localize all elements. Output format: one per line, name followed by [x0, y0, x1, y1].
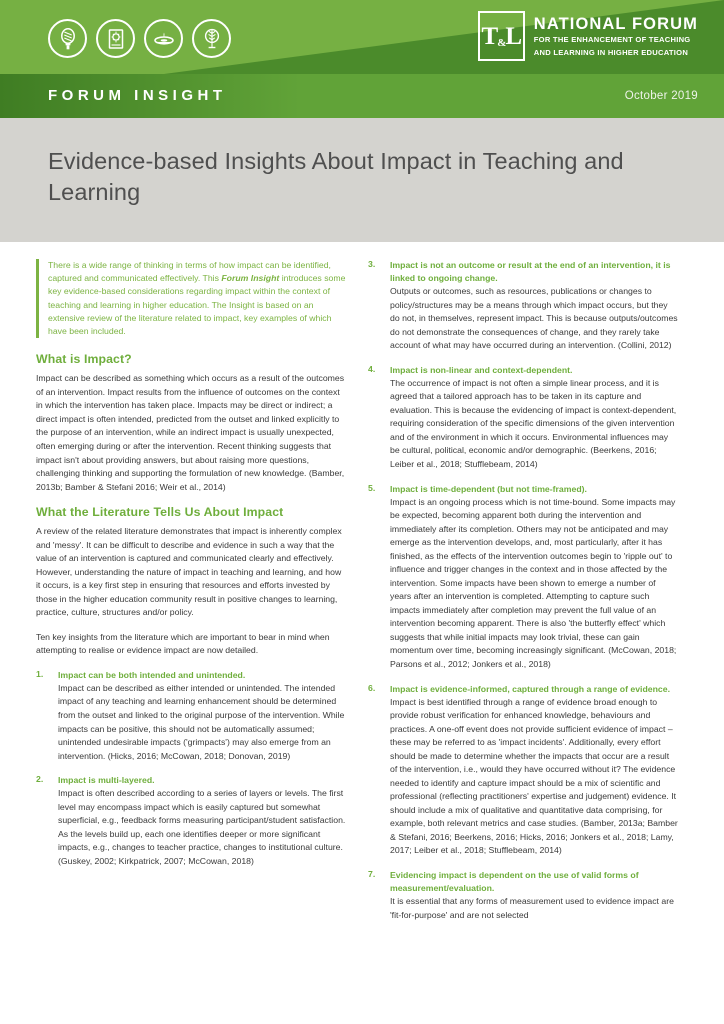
intro-emphasis: Forum Insight	[221, 273, 280, 284]
insights-list-right	[368, 259, 678, 922]
insight-bar	[0, 74, 724, 118]
lightbulb-icon	[48, 19, 87, 58]
list-item-detail: Impact is best identified through a range of evidence broad enough to provide robust verification for enhanced knowledge, behaviours and practices. A one-off event does not provide sufficient evidence of impact – these may be referred to as 'impact incidents'. Additionally, every effort should be made to determine whether the impacts that occur are a result of the intervention, i.e., would they have occurred without it? The evidence needed to identify and capture impact should be a mix of scientific and professional (reflecting practitioners' expertise and judgement) evidence. It should include a mix of qualitative and quantitative data comprising, for example, both relevant metrics and case studies. (Bamber, 2013a; Bamber & Stefani, 2016; Beerkens, 2016; Hicks, 2016; Jonkers et al., 2018; Lamy, 2017; Leiber et al., 2018; Stufflebeam, 2014)	[390, 696, 678, 856]
list-item-number: 6.	[368, 682, 376, 693]
tl-monogram-text: $T_{\&}L$	[481, 22, 522, 50]
right-column	[368, 259, 678, 933]
list-item-number: 5.	[368, 482, 376, 493]
list-item	[368, 869, 678, 922]
book-lightbulb-icon	[96, 19, 135, 58]
list-item	[368, 483, 678, 672]
tree-icon	[192, 19, 231, 58]
insights-list-left	[36, 669, 346, 868]
list-item-lead: Impact is evidence-informed, captured through a range of evidence.	[390, 683, 670, 694]
brand-title: NATIONAL FORUM	[533, 15, 698, 34]
list-item-detail: Impact is often described according to a series of layers or levels. The first level may encompass impact which is easily captured but somewhat superficial, e.g., feedback forms measuring participant/student satisfaction. As the levels build up, each one identifies deeper or more significant impacts, e.g., changes to teacher practice, changes to institutional culture. (Guskey, 2002; Kirkpatrick, 2007; McCowan, 2018)	[58, 788, 346, 866]
list-item-detail: It is essential that any forms of measurement used to evidence impact are 'fit-for-purpose' and are not selected	[390, 896, 674, 920]
masthead	[0, 0, 724, 74]
list-item-lead: Impact can be both intended and unintended.	[58, 669, 246, 680]
list-item	[368, 364, 678, 472]
section-paragraph: Impact can be described as something which occurs as a result of the outcomes of an intervention. Impact results from the influence of outcomes on the context in which the intervention has taken place. Impacts may be direct or indirect; a direct impact is often intended, predicted from the outset and linked explicitly to the purpose of an intervention, while an indirect impact is usually unexpected, often emerging during or after the intervention. Recent thinking suggests that impact isn't about providing answers, but about raising more questions, challenging thinking and supporting the formulation of new knowledge. (Bamber, 2013b; Bamber & Stefani 2016; Weir et al., 2014)	[36, 373, 345, 492]
section-paragraph: Ten key insights from the literature which are important to bear in mind when attempting to realise or evidence impact are now detailed.	[36, 631, 330, 656]
tl-monogram-amp: &	[497, 36, 506, 49]
list-item	[36, 774, 346, 868]
list-item-lead: Impact is not an outcome or result at the end of an intervention, it is linked to ongoing change.	[390, 260, 671, 284]
publication-date: October 2019	[624, 90, 698, 102]
section-paragraph: A review of the related literature demonstrates that impact is inherently complex and 'messy'. It can be difficult to describe and evidence in such a way that the value of an intervention is captured and communicated clearly and effectively. However, understanding the nature of impact in teaching and learning, and how it occurs, is a key first step in ensuring that resources and efforts invested by those in the higher education community result in positive changes to learning, practice, culture, structures and/or policy.	[36, 526, 342, 618]
intro-callout	[36, 259, 346, 338]
section-heading-what-is-impact: What is Impact?	[36, 352, 132, 367]
list-item-number: 7.	[368, 868, 376, 879]
list-item-lead: Impact is multi-layered.	[58, 775, 155, 786]
list-item-number: 2.	[36, 774, 44, 785]
list-item-number: 1.	[36, 668, 44, 679]
content-columns	[0, 242, 724, 933]
forum-insight-label: FORUM INSIGHT	[48, 87, 227, 104]
list-item-number: 4.	[368, 363, 376, 374]
list-item-lead: Evidencing impact is dependent on the use of valid forms of measurement/evaluation.	[390, 869, 639, 893]
page-title: Evidence-based Insights About Impact in Teaching and Learning	[48, 148, 624, 206]
list-item	[368, 259, 678, 353]
title-band	[0, 118, 724, 242]
list-item-detail: Impact is an ongoing process which is not time-bound. Some impacts may be expected, becoming apparent both during the intervention and immediately after its completion. Others may not be anticipated and may emerge as the intervention develops, and, most particularly, after it has finished, as the effects of the intervention outcomes begin to 'ripple out' to influence and trigger changes in the context and in those affected by the intervention. Some impacts have been shown to emerge a number of years after an intervention is completed. Attempting to capture such impacts immediately after completion may prevent the full value of an intervention becoming apparent. There is also 'the butterfly effect' which suggests that while initial impacts may look trivial, these can gain momentum over time, becoming increasingly significant. (McCowan, 2018; Parsons et al., 2012; Jonkers et al., 2018)	[390, 496, 677, 669]
list-item	[368, 683, 678, 858]
list-item-detail: Impact can be described as either intended or unintended. The intended impact of any teaching and learning enhancement should be determined from the outset and linked to the original purpose of the intervention. While impacts can be positive, this should not be automatically assumed; unintended undesirable impacts ('grimpacts') may also emerge from an intervention. (Hicks, 2016; McCowan, 2018; Donovan, 2019)	[58, 682, 345, 761]
list-item-detail: Outputs or outcomes, such as resources, publications or changes to policy/structures may be a means through which impact occurs, but they do not, in themselves, represent impact. This is because outputs/outcomes do not demonstrate the consequences of change, and they rarely take account of what may have occurred during an intervention. (Collini, 2012)	[390, 286, 678, 351]
brand-subtitle-line2: AND LEARNING IN HIGHER EDUCATION	[533, 47, 689, 57]
list-item-lead: Impact is time-dependent (but not time-framed).	[390, 483, 587, 494]
list-item-lead: Impact is non-linear and context-dependent.	[390, 364, 573, 375]
intro-part1: There is a wide range of thinking in terms of how impact can be identified, captured and communicated effectively. This	[48, 260, 331, 284]
lamp-icon	[144, 19, 183, 58]
brand-text-block	[534, 11, 698, 61]
list-item	[36, 669, 346, 763]
left-column	[36, 259, 346, 933]
brand-subtitle-line1: FOR THE ENHANCEMENT OF TEACHING	[533, 35, 691, 45]
list-item-detail: The occurrence of impact is not often a simple linear process, and it is agreed that a tailored approach has to be taken in its capture and evaluation. This is because the evidencing of impact is context-dependent, requiring consideration of the specific dimensions of the given intervention and of the environment in which it occurs. Environmental influences may be cultural, political, economic and/or demographic. (Beerkens, 2016; Leiber et al., 2018; Stufflebeam, 2014)	[390, 377, 677, 470]
section-heading-literature: What the Literature Tells Us About Impact	[36, 505, 284, 520]
tl-monogram-icon	[478, 11, 525, 61]
intro-part2: introduces some key evidence-based considerations regarding impact within the context of teaching and learning in higher education. The Insight is based on an extensive review of the literature related to impact, key examples of which have been included.	[48, 273, 346, 337]
brand-logo	[478, 11, 698, 61]
header-icon-row	[48, 19, 231, 58]
list-item-number: 3.	[368, 259, 376, 270]
